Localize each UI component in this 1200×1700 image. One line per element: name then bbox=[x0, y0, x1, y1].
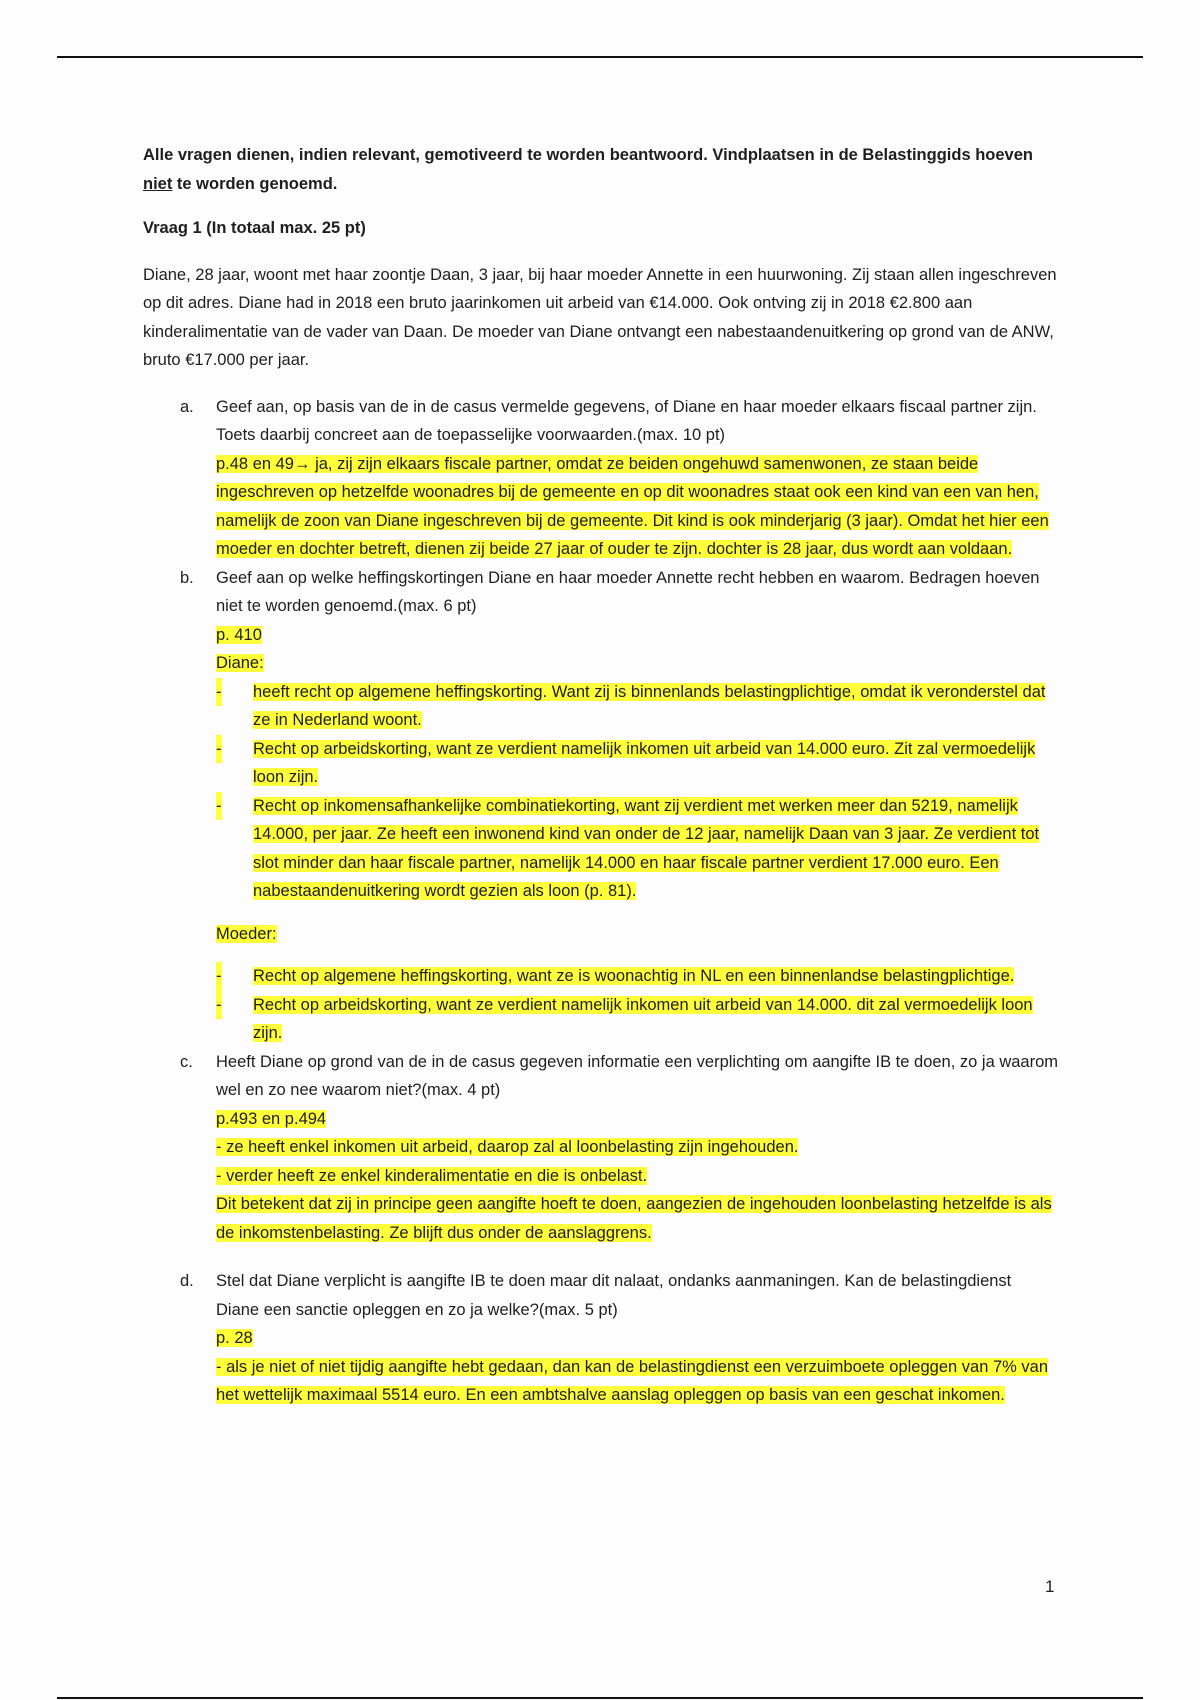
list-item bbox=[216, 962, 1058, 991]
page-reference: p. 410 bbox=[216, 625, 262, 644]
bullet-text: Recht op arbeidskorting, want ze verdient namelijk inkomen uit arbeid van 14.000. dit zal vermoedelijk loon zijn. bbox=[253, 995, 1033, 1042]
question-letter: a. bbox=[180, 397, 194, 416]
instructions-underlined: niet bbox=[143, 174, 173, 193]
bullet-dash: - bbox=[216, 735, 222, 764]
answer-text: p.48 en 49→ ja, zij zijn elkaars fiscale partner, omdat ze beiden ongehuwd samenwonen, ze staan beide ingeschreven op hetzelfde woonadres bij de gemeente en op dit woonadres staat ook een kind van een van hen, namelijk de zoon van Diane ingeschreven bij de gemeente. Dit kind is ook minderjarig (3 jaar). Omdat het hier een moeder en dochter betreft, dienen zij beide 27 jaar of ouder te zijn. dochter is 28 jaar, dus wordt aan voldaan. bbox=[216, 454, 1049, 558]
question-text: Stel dat Diane verplicht is aangifte IB te doen maar dit nalaat, ondanks aanmaningen. Kan de belastingdienst Diane een sanctie opleggen en zo ja welke?(max. 5 pt) bbox=[216, 1272, 1012, 1319]
answer-text: - als je niet of niet tijdig aangifte hebt gedaan, dan kan de belastingdienst een verzuimboete opleggen van 7% van het wettelijk maximaal 5514 euro. En een ambtshalve aanslag opleggen op basis van een geschat inkomen. bbox=[216, 1357, 1049, 1404]
answer-line: - verder heeft ze enkel kinderalimentatie en die is onbelast. bbox=[216, 1166, 648, 1185]
question-b bbox=[143, 564, 1058, 1048]
page-reference: p.493 en p.494 bbox=[216, 1109, 327, 1128]
question-title: Vraag 1 (In totaal max. 25 pt) bbox=[143, 219, 366, 237]
question-text: Heeft Diane op grond van de in de casus gegeven informatie een verplichting om aangifte IB te doen, zo ja waarom wel en zo nee waarom niet?(max. 4 pt) bbox=[216, 1052, 1059, 1099]
question-d bbox=[143, 1267, 1058, 1410]
list-item bbox=[216, 792, 1058, 906]
bullet-dash: - bbox=[216, 792, 222, 821]
header-rule bbox=[57, 56, 1143, 58]
instructions-text-1: Alle vragen dienen, indien relevant, gemotiveerd te worden beantwoord. Vindplaatsen in de Belastinggids hoeven bbox=[143, 146, 1033, 164]
question-letter: c. bbox=[180, 1052, 193, 1071]
moeder-label: Moeder: bbox=[216, 924, 277, 943]
bullet-dash: - bbox=[216, 678, 222, 707]
bullet-text: Recht op inkomensafhankelijke combinatiekorting, want zij verdient met werken meer dan 5219, namelijk 14.000, per jaar. Ze heeft een inwonend kind van onder de 12 jaar, namelijk Daan van 3 jaar. Ze verdient tot slot minder dan haar fiscale partner, namelijk 14.000 en haar fiscale partner verdient 17.000 euro. Een nabestaandenuitkering wordt gezien als loon (p. 81). bbox=[253, 796, 1040, 900]
page-number: 1 bbox=[1045, 1577, 1055, 1596]
list-item bbox=[216, 991, 1058, 1048]
diane-label: Diane: bbox=[216, 654, 264, 672]
answer-line: - ze heeft enkel inkomen uit arbeid, daarop zal al loonbelasting zijn ingehouden. bbox=[216, 1138, 799, 1156]
question-text: Geef aan, op basis van de in de casus vermelde gegevens, of Diane en haar moeder elkaars fiscaal partner zijn. Toets daarbij concreet aan de toepasselijke voorwaarden.(max. 10 pt) bbox=[216, 397, 1037, 444]
bullet-dash: - bbox=[216, 991, 222, 1020]
page-reference: p. 28 bbox=[216, 1329, 253, 1347]
answer-line: Dit betekent dat zij in principe geen aangifte hoeft te doen, aangezien de ingehouden loonbelasting hetzelfde is als de inkomstenbelasting. Ze blijft dus onder de aanslaggrens. bbox=[216, 1195, 1052, 1242]
question-a bbox=[143, 393, 1058, 564]
instructions-text-2: te worden genoemd. bbox=[172, 174, 338, 193]
question-letter: b. bbox=[180, 568, 194, 587]
bullet-text: Recht op algemene heffingskorting, want ze is woonachtig in NL en een binnenlandse belastingplichtige. bbox=[253, 967, 1015, 985]
bullet-dash: - bbox=[216, 962, 222, 991]
bullet-text: heeft recht op algemene heffingskorting. Want zij is binnenlands belastingplichtige, omdat ik veronderstel dat ze in Nederland woont. bbox=[253, 682, 1046, 729]
question-letter: d. bbox=[180, 1272, 194, 1290]
footer-rule bbox=[57, 1697, 1143, 1699]
bullet-text: Recht op arbeidskorting, want ze verdient namelijk inkomen uit arbeid van 14.000 euro. Zit zal vermoedelijk loon zijn. bbox=[253, 739, 1036, 786]
list-item bbox=[216, 678, 1058, 735]
question-text: Geef aan op welke heffingskortingen Diane en haar moeder Annette recht hebben en waarom. Bedragen hoeven niet te worden genoemd.(max. 6 pt) bbox=[216, 568, 1040, 615]
case-description: Diane, 28 jaar, woont met haar zoontje Daan, 3 jaar, bij haar moeder Annette in een huurwoning. Zij staan allen ingeschreven op dit adres. Diane had in 2018 een bruto jaarinkomen uit arbeid van €14.000. Ook ontving zij in 2018 €2.800 aan kinderalimentatie van de vader van Daan. De moeder van Diane ontvangt een nabestaandenuitkering op grond van de ANW, bruto €17.000 per jaar. bbox=[143, 265, 1057, 369]
instructions bbox=[143, 141, 1058, 198]
document-body bbox=[143, 141, 1058, 1410]
list-item bbox=[216, 735, 1058, 792]
question-c bbox=[143, 1048, 1058, 1248]
